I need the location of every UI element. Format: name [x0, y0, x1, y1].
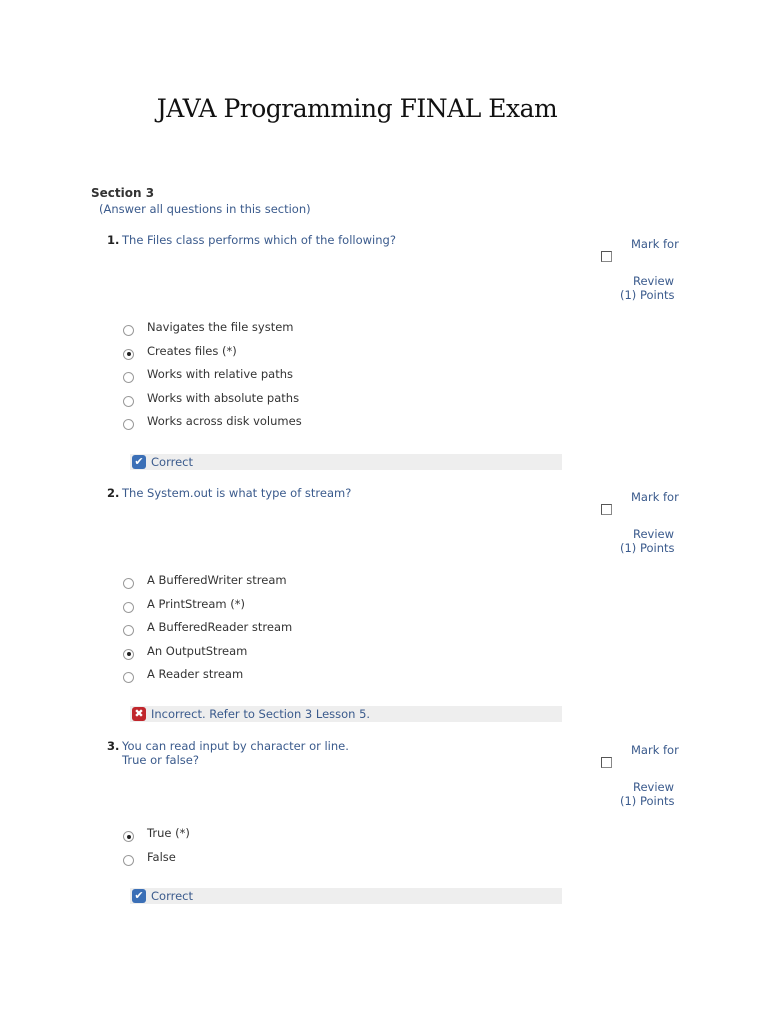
answer-option[interactable]: [123, 344, 523, 364]
answer-option[interactable]: [123, 367, 523, 387]
result-bar: [130, 706, 562, 722]
mark-for-label: Mark for: [631, 743, 679, 757]
mark-for-review-checkbox[interactable]: [601, 251, 612, 262]
review-label: Review: [633, 527, 675, 541]
section-note: (Answer all questions in this section): [99, 202, 311, 216]
points-label: (1) Points: [620, 794, 675, 808]
x-icon: ✖: [132, 707, 146, 721]
question-3: [0, 739, 768, 979]
points-label: (1) Points: [620, 541, 675, 555]
answer-option[interactable]: [123, 850, 523, 870]
radio-unselected[interactable]: [123, 325, 134, 336]
radio-selected[interactable]: [123, 349, 134, 360]
question-text: [122, 233, 562, 247]
radio-unselected[interactable]: [123, 419, 134, 430]
review-label: Review: [633, 780, 675, 794]
radio-unselected[interactable]: [123, 672, 134, 683]
result-text: Correct: [151, 889, 193, 903]
question-2: [0, 486, 768, 726]
radio-unselected[interactable]: [123, 855, 134, 866]
section-title: Section 3: [91, 186, 155, 200]
answer-option[interactable]: [123, 644, 523, 664]
answer-option-label: Navigates the file system: [147, 320, 294, 334]
mark-for-label: Mark for: [631, 237, 679, 251]
question-number: 2.: [107, 486, 120, 500]
answer-option-label: False: [147, 849, 176, 864]
mark-for-review-checkbox[interactable]: [601, 504, 612, 515]
answer-option-label: Works with absolute paths: [147, 390, 300, 405]
answer-option-label: An OutputStream: [147, 643, 248, 658]
question-number: 3.: [107, 739, 120, 753]
result-text: Incorrect. Refer to Section 3 Lesson 5.: [151, 707, 371, 721]
answer-option-label: A BufferedReader stream: [147, 620, 293, 634]
answer-option-label: True (*): [147, 826, 190, 840]
mark-for-review-checkbox[interactable]: [601, 757, 612, 768]
result-bar: [130, 454, 562, 470]
question-text-line: The Files class performs which of the following?: [122, 233, 396, 247]
review-label: Review: [633, 274, 675, 288]
question-text-line: True or false?: [122, 753, 199, 767]
radio-unselected[interactable]: [123, 578, 134, 589]
answer-option-label: Creates files (*): [147, 343, 237, 358]
points-label: (1) Points: [620, 288, 675, 302]
answer-option[interactable]: [123, 667, 523, 687]
question-text-line: The System.out is what type of stream?: [122, 486, 352, 500]
result-bar: [130, 888, 562, 904]
check-icon: ✔: [132, 889, 146, 903]
question-text: [122, 739, 562, 767]
radio-unselected[interactable]: [123, 396, 134, 407]
radio-unselected[interactable]: [123, 625, 134, 636]
answer-option[interactable]: [123, 620, 523, 640]
radio-selected[interactable]: [123, 649, 134, 660]
answer-option-label: A PrintStream (*): [147, 596, 245, 611]
answer-option[interactable]: [123, 320, 523, 340]
question-text-line: You can read input by character or line.: [122, 739, 349, 753]
answer-option[interactable]: [123, 414, 523, 434]
radio-unselected[interactable]: [123, 372, 134, 383]
question-1: [0, 233, 768, 473]
question-text: [122, 486, 562, 500]
answer-option-label: A BufferedWriter stream: [147, 573, 287, 587]
answer-option-label: Works with relative paths: [147, 367, 293, 381]
radio-selected[interactable]: [123, 831, 134, 842]
result-text: Correct: [151, 455, 193, 469]
answer-option[interactable]: [123, 573, 523, 593]
answer-option-label: Works across disk volumes: [147, 414, 302, 428]
answer-option[interactable]: [123, 826, 523, 846]
radio-unselected[interactable]: [123, 602, 134, 613]
answer-option[interactable]: [123, 597, 523, 617]
page-title: JAVA Programming FINAL Exam: [156, 94, 558, 123]
answer-option-label: A Reader stream: [147, 667, 244, 681]
question-number: 1.: [107, 233, 120, 247]
check-icon: ✔: [132, 455, 146, 469]
mark-for-label: Mark for: [631, 490, 679, 504]
answer-option[interactable]: [123, 391, 523, 411]
